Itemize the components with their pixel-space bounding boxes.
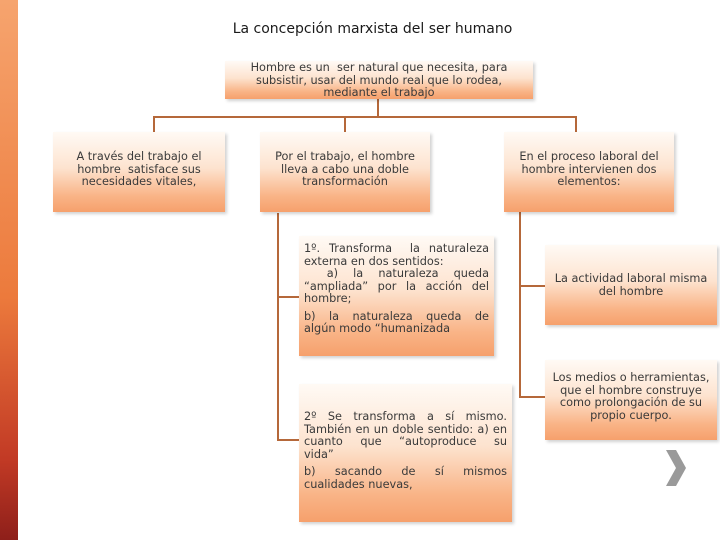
connector-branch-2 [344,116,346,132]
chevron-right-icon[interactable] [662,448,688,488]
connector-transform-1 [277,296,299,298]
connector-element-1 [519,285,545,287]
connector-root-down [377,99,379,117]
transformation-box-second [299,384,515,522]
root-text: Hombre es un ser natural que necesita, para subsistir, usar del mundo real que lo rodea, mediante el trabajo [250,61,512,99]
branch-text-needs: A través del trabajo el hombre satisface sus necesidades vitales, [76,150,206,188]
connector-transform-vertical [277,213,279,440]
first-transformation-a: a) la naturaleza queda “ampliada” por la acción del hombre; [304,267,493,305]
element-box-activity [545,245,717,325]
branch-box-transformation [260,132,430,212]
branch-box-elements [504,132,674,212]
connector-transform-2 [277,439,299,441]
root-box [225,61,533,99]
transformation-box-first [299,236,494,356]
first-transformation-heading: 1º. Transforma la naturaleza externa en dos sentidos: [304,242,493,268]
second-transformation-heading: 2º Se transforma a sí mismo. También en un doble sentido: a) en cuanto que “autoproduce su vida” [304,410,515,461]
connector-elements-vertical [519,212,521,397]
connector-branch-3 [575,116,577,132]
element-text-activity: La actividad laboral misma del hombre [554,272,711,298]
connector-element-2 [519,396,545,398]
element-box-tools [545,360,717,440]
element-text-tools: Los medios o herramientas, que el hombre construye como prolongación de su propio cuerpo. [552,371,714,422]
second-transformation-b: b) sacando de sí mismos cualidades nuevas, [304,465,511,491]
connector-branch-1 [153,116,155,132]
decorative-side-bar [0,0,18,540]
page-title: La concepción marxista del ser humano [232,21,513,37]
first-transformation-b: b) la naturaleza queda de algún modo “humanizada [304,309,493,335]
connector-horizontal [153,116,577,118]
branch-text-elements: En el proceso laboral del hombre intervienen dos elementos: [519,150,663,188]
branch-box-needs [53,132,225,212]
branch-text-transformation: Por el trabajo, el hombre lleva a cabo una doble transformación [275,150,419,188]
